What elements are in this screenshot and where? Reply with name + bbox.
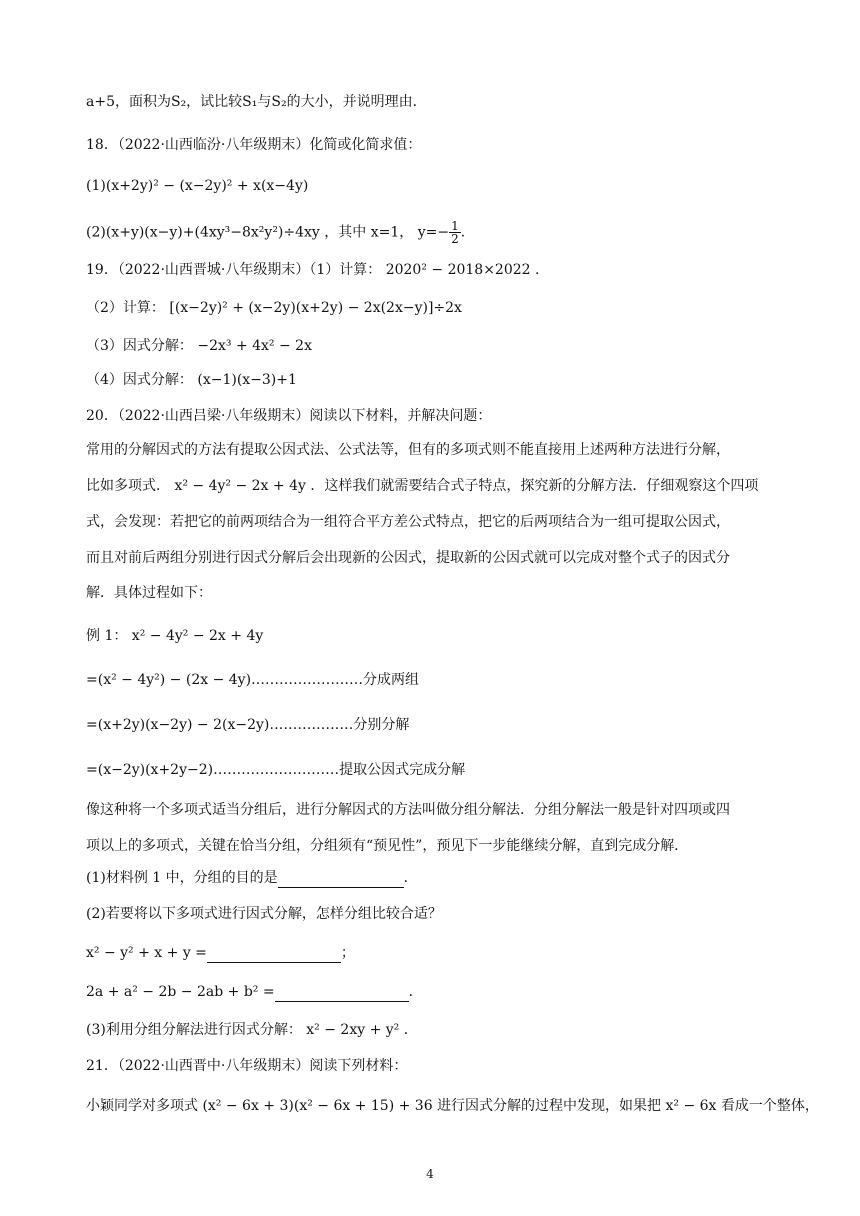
question-18-part-2-text: (2)(x+y)(x−y)+(4xy³−8x²y²)÷4xy ，其中 x=1， y=− [86,224,450,241]
sub-question-2a-text: x² − y² + x + y = [86,945,207,961]
example-1: 例 1： x² − 4y² − 2x + 4y [86,628,264,644]
paragraph-line: 常用的分解因式的方法有提取公因式法、公式法等，但有的多项式则不能直接用上述两种方法进行分解， [86,442,730,458]
sub-question-2a [86,943,355,963]
paragraph-line: 像这种将一个多项式适当分组后，进行分解因式的方法叫做分组分解法．分组分解法一般是针对四项或四 [86,802,730,818]
paragraph-line: 而且对前后两组分别进行因式分解后会出现新的公因式，提取新的公因式就可以完成对整个式子的因式分 [86,550,730,566]
answer-blank[interactable] [207,946,341,963]
question-18-part-1: (1)(x+2y)² − (x−2y)² + x(x−4y) [86,178,309,194]
paragraph-line: 小颖同学对多项式 (x² − 6x + 3)(x² − 6x + 15) + 36 进行因式分解的过程中发现，如果把 x² − 6x 看成一个整体， [86,1098,819,1114]
sub-question-2b [86,982,423,1002]
example-step-3: =(x−2y)(x+2y−2)………………………提取公因式完成分解 [86,762,466,778]
sub-question-2: (2)若要将以下多项式进行因式分解，怎样分组比较合适？ [86,906,442,922]
question-18-heading: 18．（2022·山西临汾·八年级期末）化简或化简求值： [86,137,422,153]
question-19-part-4: （4）因式分解： (x−1)(x−3)+1 [86,372,297,388]
text-line: a+5，面积为S₂，试比较S₁与S₂的大小，并说明理由． [86,94,427,110]
example-step-2: =(x+2y)(x−2y) − 2(x−2y)………………分别分解 [86,717,410,733]
question-18-part-2 [86,220,465,245]
question-20-heading: 20．（2022·山西吕梁·八年级期末）阅读以下材料，并解决问题： [86,408,492,424]
paragraph-line: 式，会发现：若把它的前两项结合为一组符合平方差公式特点，把它的后两项结合为一组可提取公因式， [86,514,730,530]
paragraph-line: 比如多项式． x² − 4y² − 2x + 4y ．这样我们就需要结合式子特点，探究新的分解方法．仔细观察这个四项 [86,478,759,494]
punct: ． [408,984,423,1000]
sub-question-1 [86,868,418,888]
paragraph-line: 项以上的多项式，关键在恰当分组，分组须有“预见性”，预见下一步能继续分解，直到完成分解． [86,838,689,854]
page-number: 4 [426,1167,434,1181]
sub-question-2b-text: 2a + a² − 2b − 2ab + b² = [86,984,275,1000]
period: . [460,224,466,241]
example-step-1: =(x² − 4y²) − (2x − 4y)……………………分成两组 [86,672,420,688]
fraction-numerator: 1 [451,219,459,233]
paragraph-line: 解．具体过程如下： [86,585,212,601]
answer-blank[interactable] [278,871,404,888]
question-21-heading: 21．（2022·山西晋中·八年级期末）阅读下列材料： [86,1058,408,1074]
punct: ； [340,945,355,961]
question-19-heading: 19．（2022·山西晋城·八年级期末）（1）计算： 2020² − 2018×2022 . [86,262,540,278]
question-19-part-3: （3）因式分解： −2x³ + 4x² − 2x [86,338,312,354]
question-19-part-2: （2）计算： [(x−2y)² + (x−2y)(x+2y) − 2x(2x−y)]÷2x [86,300,462,316]
fraction [449,220,461,245]
sub-question-3: (3)利用分组分解法进行因式分解： x² − 2xy + y² ． [86,1022,418,1038]
sub-question-1-text: (1)材料例 1 中，分组的目的是 [86,870,278,886]
punct: ． [403,870,418,886]
fraction-denominator: 2 [451,232,459,246]
answer-blank[interactable] [275,985,409,1002]
